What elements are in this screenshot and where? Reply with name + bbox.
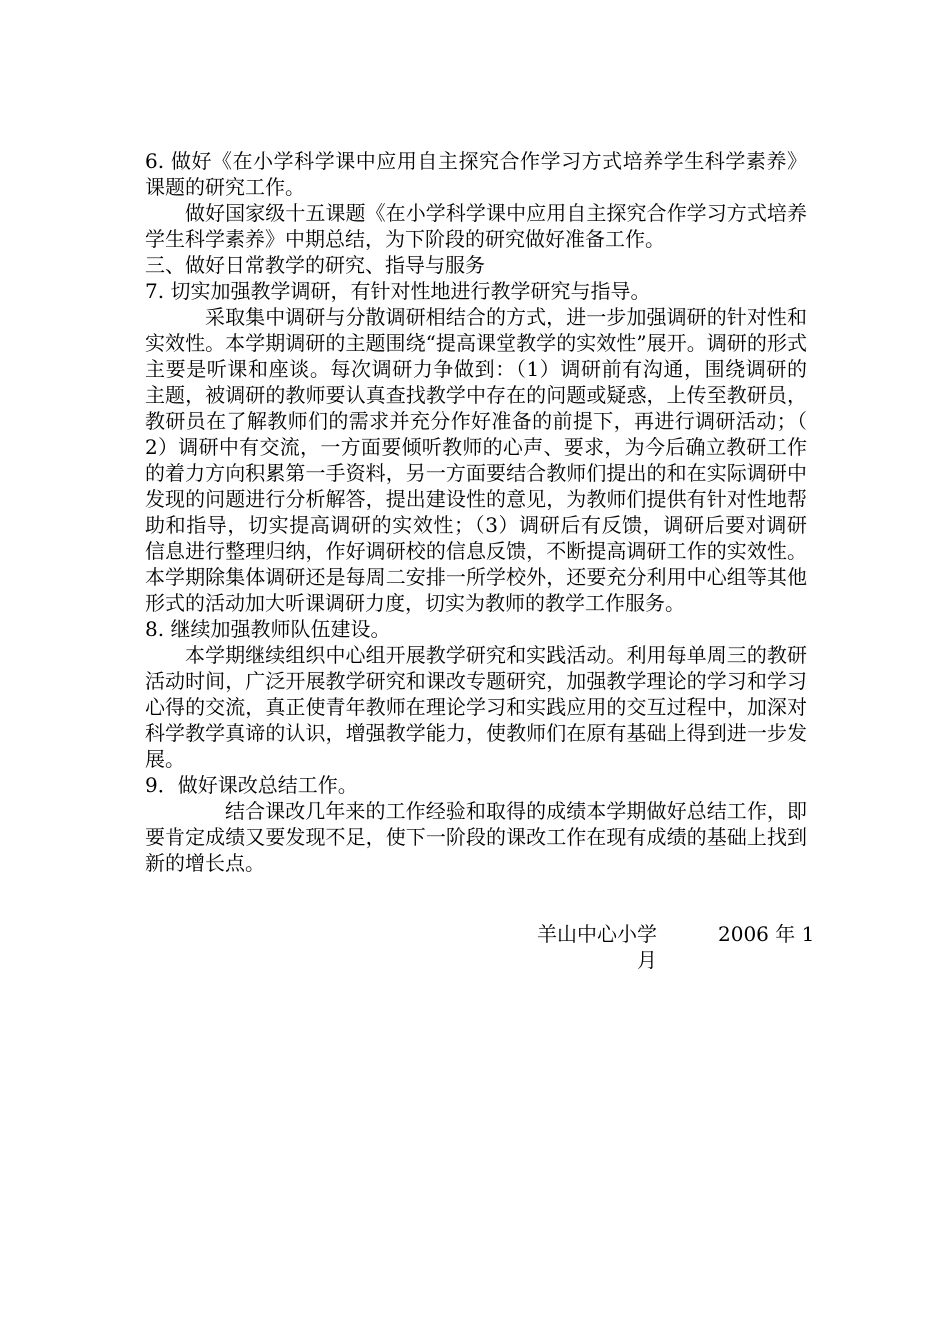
item-7-heading: 7. 切实加强教学调研，有针对性地进行教学研究与指导。 (145, 279, 651, 303)
item-7-body: 采取集中调研与分散调研相结合的方式，进一步加强调研的针对性和实效性。本学期调研的主题围绕“提高课堂教学的实效性”展开。调研的形式主要是听课和座谈。每次调研力争做到：（1）调研前有沟通，围绕调研的主题，被调研的教师要认真查找教学中存在的问题或疑惑，上传至教研员，教研员在了解教师们的需求并充分作好准备的前提下，再进行调研活动；（2）调研中有交流，一方面要倾听教师的心声、要求，为今后确立教研工作的着力方向积累第一手资料，另一方面要结合教师们提出的和在实际调研中发现的问题进行分析解答，提出建设性的意见，为教师们提供有针对性地帮助和指导，切实提高调研的实效性；（3）调研后有反馈，调研后要对调研信息进行整理归纳，作好调研校的信息反馈，不断提高调研工作的实效性。本学期除集体调研还是每周二安排一所学校外，还要充分利用中心组等其他形式的活动加大听课调研力度，切实为教师的教学工作服务。 (145, 305, 807, 615)
item-8-heading: 8. 继续加强教师队伍建设。 (145, 617, 391, 641)
section-3-heading: 三、做好日常教学的研究、指导与服务 (145, 253, 485, 277)
signature-school: 羊山中心小学 (537, 922, 657, 946)
signature-date-month: 月 (637, 948, 657, 972)
item-9-heading: 9．做好课改总结工作。 (145, 773, 358, 797)
item-6-heading: 6. 做好《在小学科学课中应用自主探究合作学习方式培养学生科学素养》课题的研究工作。 (145, 149, 807, 199)
signature-date: 2006 年 1 (718, 922, 815, 946)
document-body (145, 148, 807, 876)
item-6-body: 做好国家级十五课题《在小学科学课中应用自主探究合作学习方式培养学生科学素养》中期总结，为下阶段的研究做好准备工作。 (145, 201, 807, 251)
item-9-body: 结合课改几年来的工作经验和取得的成绩本学期做好总结工作，即要肯定成绩又要发现不足，使下一阶段的课改工作在现有成绩的基础上找到新的增长点。 (145, 799, 807, 875)
item-8-body: 本学期继续组织中心组开展教学研究和实践活动。利用每单周三的教研活动时间，广泛开展教学研究和课改专题研究，加强教学理论的学习和学习心得的交流，真正使青年教师在理论学习和实践应用的交互过程中，加深对科学教学真谛的认识，增强教学能力，使教师们在原有基础上得到进一步发展。 (145, 643, 807, 771)
